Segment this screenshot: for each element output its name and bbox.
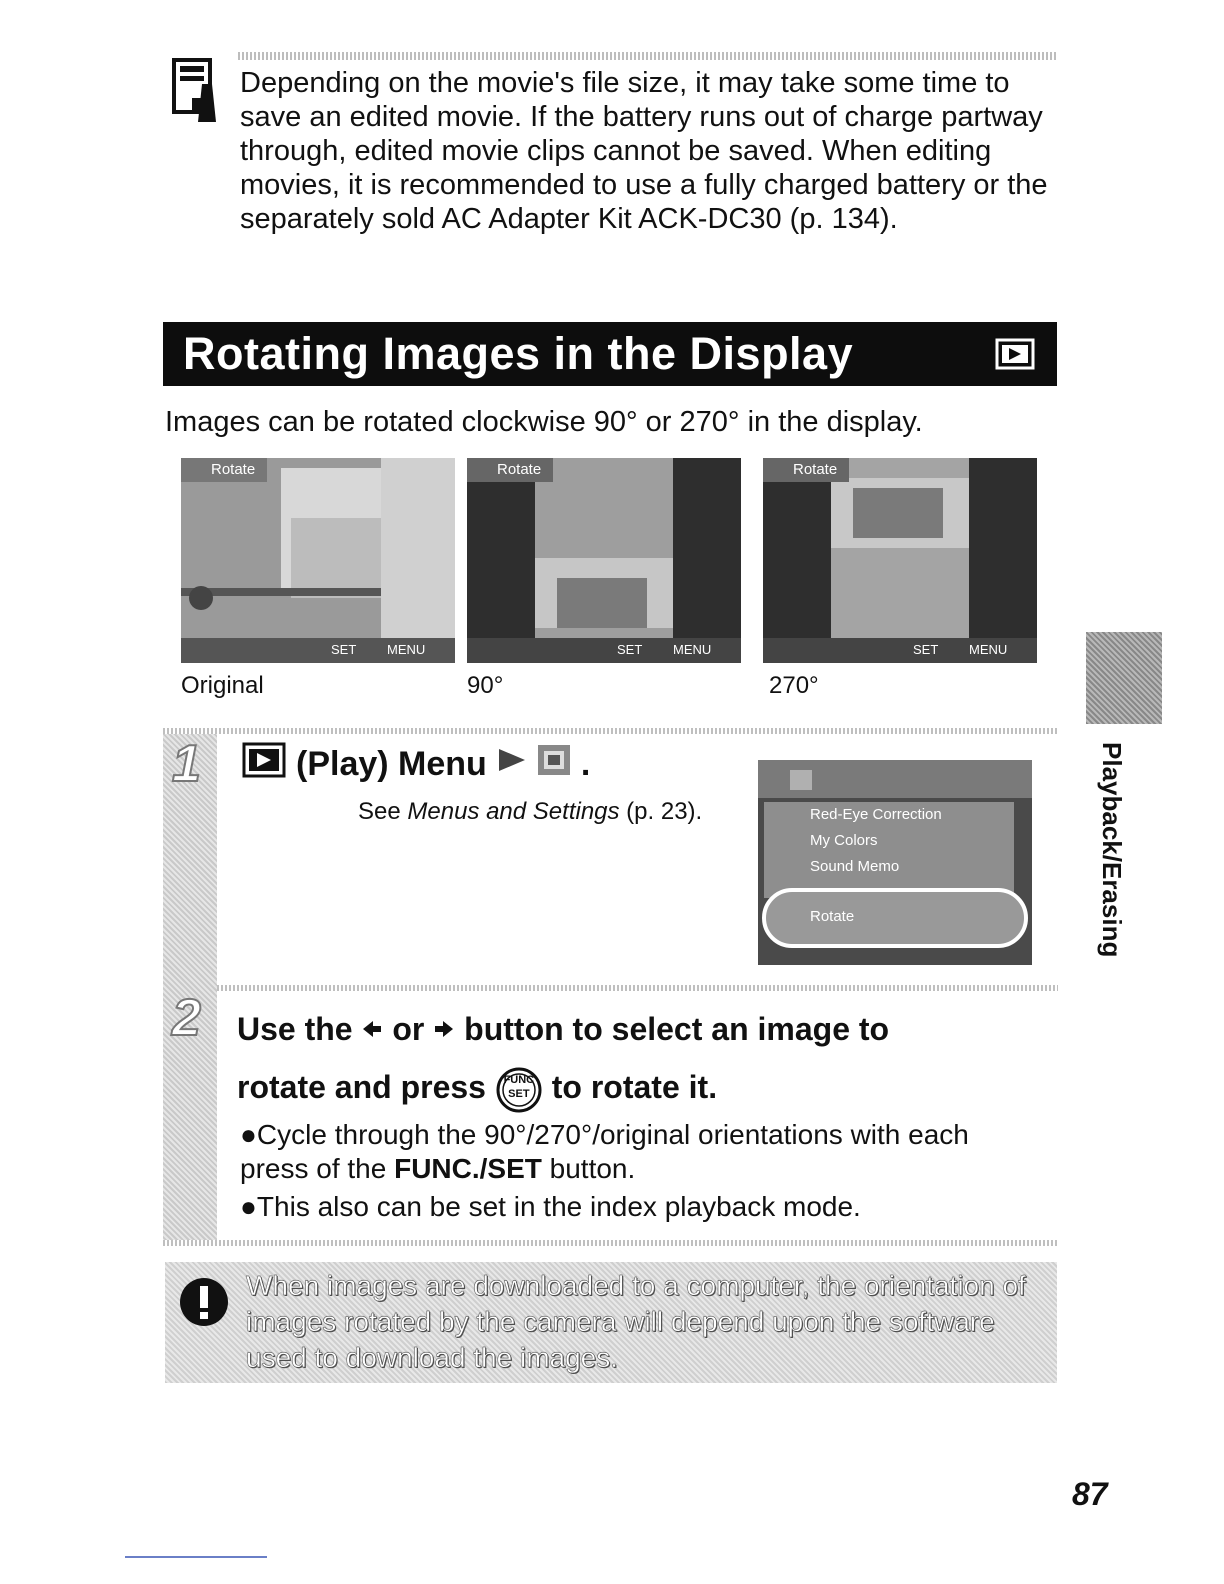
note-divider <box>238 52 1058 60</box>
step-number-2: 2 <box>172 989 201 1047</box>
rotate-menu-icon <box>537 744 571 785</box>
page-number: 87 <box>1072 1476 1108 1512</box>
section-title: Rotating Images in the Display <box>183 328 854 379</box>
step2-heading <box>237 1000 1057 1116</box>
section-title-bar <box>163 322 1057 386</box>
step1-heading-text: (Play) Menu <box>296 745 487 783</box>
menu-item-sound-memo: Sound Memo <box>810 858 900 875</box>
left-arrow-icon <box>361 1011 392 1047</box>
func-label: FUNC <box>503 1073 535 1086</box>
step-divider <box>163 728 1058 734</box>
bullet-item: ●Cycle through the 90°/270°/original orientations with each press of the FUNC./SET button. <box>240 1119 969 1184</box>
step2-heading-part: button to select an image to <box>464 1011 890 1047</box>
step-number-1: 1 <box>172 735 201 793</box>
menu-screenshot <box>758 760 1032 965</box>
thumbnail-270 <box>763 458 1037 663</box>
thumbnail-overlay-label: Rotate <box>497 461 542 478</box>
thumbnail-90 <box>467 458 741 663</box>
step2-heading-part: rotate and press <box>237 1069 486 1105</box>
thumbnail-overlay-label: Rotate <box>211 461 256 478</box>
see-link[interactable]: Menus and Settings <box>407 798 620 825</box>
caption-90: 90° <box>467 672 504 699</box>
thumbnail-set-label: SET <box>913 642 939 657</box>
see-prefix: See <box>358 798 408 825</box>
playback-icon <box>242 742 286 787</box>
right-arrow-icon <box>433 1011 464 1047</box>
chapter-tab-label: Playback/Erasing <box>1097 742 1127 958</box>
chapter-tab <box>1086 632 1162 724</box>
func-set-button-icon <box>495 1066 543 1114</box>
set-label: SET <box>508 1087 530 1100</box>
thumbnail-menu-label: MENU <box>673 642 712 657</box>
step2-heading-part: to rotate it. <box>551 1069 718 1105</box>
note-text: Depending on the movie's file size, it may take some time to save an edited movie. If the battery runs out of charge partway through, edited movie clips cannot be saved. When editing movies, it is recommended to use a fully charged battery or the separately sold AC Adapter Kit ACK-DC30 (p. 134). <box>240 67 1048 235</box>
caution-text: When images are downloaded to a computer, the orientation of images rotated by the camera will depend upon the software used to download the images. <box>246 1270 1026 1373</box>
step-divider <box>163 1240 1058 1246</box>
thumbnail-original <box>181 458 455 663</box>
thumbnail-menu-label: MENU <box>969 642 1008 657</box>
thumbnail-set-label: SET <box>331 642 357 657</box>
menu-item-my-colors: My Colors <box>810 832 878 849</box>
footer-line <box>125 1556 267 1558</box>
thumbnail-overlay-label: Rotate <box>793 461 838 478</box>
period: . <box>580 745 591 783</box>
step2-bullets <box>240 1118 1040 1228</box>
playback-mode-icon <box>995 338 1035 375</box>
arrow-right-icon <box>497 745 527 784</box>
see-suffix: (p. 23). <box>619 798 703 825</box>
menu-item-rotate: Rotate <box>810 908 855 925</box>
caption-270: 270° <box>769 672 819 699</box>
step-divider <box>217 985 1058 991</box>
step2-heading-part: Use the <box>237 1011 353 1047</box>
step1-heading <box>242 742 590 787</box>
menu-item-red-eye: Red-Eye Correction <box>810 806 942 823</box>
memo-icon <box>172 58 218 122</box>
thumbnail-set-label: SET <box>617 642 643 657</box>
thumbnail-menu-label: MENU <box>387 642 426 657</box>
caution-icon <box>178 1276 230 1333</box>
intro-text: Images can be rotated clockwise 90° or 270° in the display. <box>165 406 923 438</box>
see-reference <box>358 798 702 826</box>
caption-original: Original <box>181 672 264 699</box>
step2-heading-part: or <box>392 1011 425 1047</box>
bullet-item: ●This also can be set in the index playback mode. <box>240 1191 861 1222</box>
